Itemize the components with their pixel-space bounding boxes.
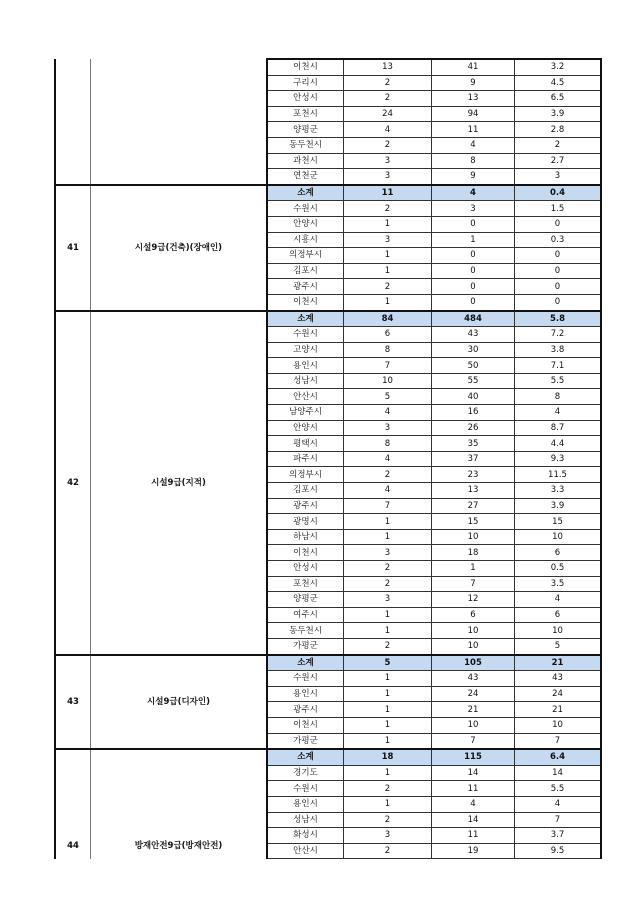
region-cell: 이천시 [267,59,344,75]
openings-cell: 10 [344,373,432,389]
openings-cell: 13 [344,59,432,75]
competition-rate-cell: 3.7 [515,828,602,844]
subtotal-row [55,749,601,765]
applicants-cell: 10 [432,717,515,733]
competition-rate-cell: 5 [515,638,602,654]
openings-cell: 4 [344,405,432,421]
subtotal-row [55,185,601,201]
region-cell: 김포시 [267,483,344,499]
applicants-cell: 4 [432,185,515,201]
competition-rate-cell: 5.8 [515,311,602,327]
region-cell: 광주시 [267,702,344,718]
competition-rate-cell: 0 [515,216,602,232]
competition-rate-cell: 10 [515,623,602,639]
competition-rate-cell: 15 [515,514,602,530]
region-cell: 가평군 [267,733,344,749]
region-cell: 소계 [267,655,344,671]
openings-cell: 1 [344,765,432,781]
applicants-cell: 13 [432,483,515,499]
competition-rate-cell: 0 [515,294,602,310]
openings-cell: 2 [344,279,432,295]
applicants-cell: 7 [432,576,515,592]
applicants-cell: 1 [432,232,515,248]
region-cell: 수원시 [267,201,344,217]
region-cell: 하남시 [267,529,344,545]
competition-rate-cell: 9.3 [515,451,602,467]
competition-rate-cell: 3 [515,169,602,185]
applicants-cell: 13 [432,91,515,107]
group-number: 44 [55,749,91,859]
applicants-cell: 9 [432,75,515,91]
openings-cell: 2 [344,137,432,153]
openings-cell: 3 [344,592,432,608]
competition-rate-cell: 5.5 [515,781,602,797]
openings-cell: 1 [344,263,432,279]
applicants-cell: 10 [432,623,515,639]
region-cell: 김포시 [267,263,344,279]
openings-cell: 4 [344,451,432,467]
competition-rate-cell: 2 [515,137,602,153]
competition-rate-cell: 0.3 [515,232,602,248]
region-cell: 포천시 [267,106,344,122]
competition-rate-cell: 0.5 [515,561,602,577]
region-cell: 안성시 [267,561,344,577]
region-cell: 경기도 [267,765,344,781]
openings-cell: 2 [344,561,432,577]
competition-rate-cell: 1.5 [515,201,602,217]
applicants-cell: 41 [432,59,515,75]
region-cell: 안산시 [267,389,344,405]
region-cell: 안양시 [267,420,344,436]
applicants-cell: 7 [432,733,515,749]
competition-rate-cell: 6.4 [515,749,602,765]
competition-rate-cell: 14 [515,765,602,781]
region-cell: 의정부시 [267,467,344,483]
competition-rate-cell: 9.5 [515,843,602,859]
competition-rate-cell: 4.4 [515,436,602,452]
competition-rate-cell: 3.5 [515,576,602,592]
applicants-cell: 37 [432,451,515,467]
applicants-cell: 0 [432,263,515,279]
openings-cell: 3 [344,232,432,248]
competition-rate-cell: 10 [515,529,602,545]
region-cell: 수원시 [267,671,344,687]
group-number [55,59,91,185]
region-cell: 화성시 [267,828,344,844]
region-cell: 양평군 [267,592,344,608]
region-cell: 포천시 [267,576,344,592]
region-cell: 용인시 [267,686,344,702]
job-category: 방재안전9급(방재안전) [91,749,268,859]
openings-cell: 3 [344,828,432,844]
openings-cell: 2 [344,781,432,797]
openings-cell: 3 [344,169,432,185]
openings-cell: 2 [344,576,432,592]
region-cell: 소계 [267,185,344,201]
openings-cell: 4 [344,122,432,138]
competition-rate-cell: 7 [515,812,602,828]
openings-cell: 1 [344,796,432,812]
competition-rate-cell: 3.2 [515,59,602,75]
competition-rate-cell: 11.5 [515,467,602,483]
region-cell: 용인시 [267,358,344,374]
competition-rate-cell: 0 [515,248,602,264]
region-cell: 광주시 [267,279,344,295]
openings-cell: 11 [344,185,432,201]
region-cell: 고양시 [267,342,344,358]
openings-cell: 18 [344,749,432,765]
region-cell: 양평군 [267,122,344,138]
openings-cell: 1 [344,216,432,232]
competition-rate-cell: 6 [515,607,602,623]
openings-cell: 1 [344,733,432,749]
openings-cell: 2 [344,638,432,654]
region-cell: 동두천시 [267,137,344,153]
applicants-cell: 115 [432,749,515,765]
openings-cell: 5 [344,389,432,405]
applicants-cell: 9 [432,169,515,185]
applicants-cell: 43 [432,671,515,687]
region-cell: 의정부시 [267,248,344,264]
openings-cell: 1 [344,686,432,702]
applicants-cell: 16 [432,405,515,421]
region-cell: 용인시 [267,796,344,812]
applicants-cell: 10 [432,638,515,654]
region-cell: 시흥시 [267,232,344,248]
group-number: 43 [55,655,91,750]
applicants-cell: 43 [432,327,515,343]
openings-cell: 2 [344,843,432,859]
openings-cell: 1 [344,623,432,639]
region-cell: 여주시 [267,607,344,623]
region-cell: 이천시 [267,545,344,561]
applicants-cell: 484 [432,311,515,327]
competition-rate-cell: 7 [515,733,602,749]
competition-rate-cell: 4 [515,592,602,608]
region-cell: 안성시 [267,91,344,107]
region-cell: 남양주시 [267,405,344,421]
applicants-cell: 3 [432,201,515,217]
subtotal-row [55,655,601,671]
region-cell: 동두천시 [267,623,344,639]
competition-rate-cell: 5.5 [515,373,602,389]
openings-cell: 1 [344,671,432,687]
openings-cell: 8 [344,342,432,358]
applicants-cell: 4 [432,137,515,153]
competition-rate-cell: 7.1 [515,358,602,374]
applicants-cell: 35 [432,436,515,452]
applicants-cell: 10 [432,529,515,545]
openings-cell: 1 [344,514,432,530]
competition-rate-cell: 3.3 [515,483,602,499]
competition-rate-cell: 7.2 [515,327,602,343]
openings-cell: 1 [344,702,432,718]
region-cell: 이천시 [267,717,344,733]
competition-rate-cell: 43 [515,671,602,687]
openings-cell: 3 [344,545,432,561]
competition-rate-cell: 0 [515,279,602,295]
competition-rate-cell: 3.9 [515,498,602,514]
region-cell: 광명시 [267,514,344,530]
competition-rate-cell: 21 [515,702,602,718]
job-category: 시설9급(건축)(장애인) [91,185,268,311]
applicants-cell: 55 [432,373,515,389]
openings-cell: 5 [344,655,432,671]
applicants-cell: 1 [432,561,515,577]
competition-rate-cell: 10 [515,717,602,733]
competition-rate-cell: 21 [515,655,602,671]
applicants-cell: 19 [432,843,515,859]
applicants-cell: 23 [432,467,515,483]
applicants-cell: 14 [432,812,515,828]
job-category: 시설9급(지적) [91,311,268,655]
region-cell: 이천시 [267,294,344,310]
openings-cell: 2 [344,467,432,483]
region-cell: 성남시 [267,812,344,828]
competition-rate-cell: 0.4 [515,185,602,201]
openings-cell: 1 [344,248,432,264]
openings-cell: 1 [344,607,432,623]
applicants-cell: 15 [432,514,515,530]
openings-cell: 3 [344,420,432,436]
competition-rate-cell: 4 [515,796,602,812]
region-cell: 광주시 [267,498,344,514]
competition-rate-cell: 3.9 [515,106,602,122]
openings-cell: 6 [344,327,432,343]
applicants-cell: 0 [432,216,515,232]
competition-rate-cell: 4 [515,405,602,421]
region-cell: 성남시 [267,373,344,389]
group-number: 42 [55,311,91,655]
openings-cell: 24 [344,106,432,122]
job-category: 시설9급(디자인) [91,655,268,750]
region-cell: 소계 [267,311,344,327]
applicants-cell: 24 [432,686,515,702]
region-cell: 평택시 [267,436,344,452]
applicants-cell: 11 [432,781,515,797]
applicants-cell: 94 [432,106,515,122]
openings-cell: 2 [344,812,432,828]
applicants-cell: 18 [432,545,515,561]
competition-rate-cell: 2.7 [515,153,602,169]
openings-cell: 2 [344,75,432,91]
openings-cell: 7 [344,358,432,374]
applicants-cell: 105 [432,655,515,671]
openings-cell: 2 [344,201,432,217]
applicants-cell: 0 [432,248,515,264]
subtotal-row [55,311,601,327]
region-cell: 안양시 [267,216,344,232]
applicants-cell: 0 [432,294,515,310]
openings-cell: 2 [344,91,432,107]
competition-rate-cell: 8 [515,389,602,405]
applicants-cell: 0 [432,279,515,295]
competition-rate-cell: 3.8 [515,342,602,358]
region-cell: 연천군 [267,169,344,185]
region-cell: 구리시 [267,75,344,91]
openings-cell: 1 [344,717,432,733]
applicants-cell: 40 [432,389,515,405]
competition-rate-cell: 4.5 [515,75,602,91]
applicants-cell: 4 [432,796,515,812]
applicants-cell: 6 [432,607,515,623]
applicants-cell: 50 [432,358,515,374]
competition-rate-cell: 0 [515,263,602,279]
applicants-cell: 11 [432,122,515,138]
applicants-cell: 26 [432,420,515,436]
region-cell: 과천시 [267,153,344,169]
competition-rate-cell: 8.7 [515,420,602,436]
applicants-cell: 8 [432,153,515,169]
openings-cell: 3 [344,153,432,169]
openings-cell: 1 [344,294,432,310]
recruitment-competition-table [54,58,602,859]
openings-cell: 1 [344,529,432,545]
group-number: 41 [55,185,91,311]
region-cell: 수원시 [267,327,344,343]
competition-rate-cell: 24 [515,686,602,702]
openings-cell: 8 [344,436,432,452]
competition-rate-cell: 2.8 [515,122,602,138]
region-cell: 가평군 [267,638,344,654]
region-cell: 안산시 [267,843,344,859]
openings-cell: 84 [344,311,432,327]
region-cell: 파주시 [267,451,344,467]
table-row [55,59,601,75]
job-category [91,59,268,185]
competition-rate-cell: 6 [515,545,602,561]
region-cell: 소계 [267,749,344,765]
applicants-cell: 21 [432,702,515,718]
applicants-cell: 14 [432,765,515,781]
applicants-cell: 11 [432,828,515,844]
openings-cell: 4 [344,483,432,499]
region-cell: 수원시 [267,781,344,797]
applicants-cell: 30 [432,342,515,358]
openings-cell: 7 [344,498,432,514]
applicants-cell: 27 [432,498,515,514]
applicants-cell: 12 [432,592,515,608]
competition-rate-cell: 6.5 [515,91,602,107]
